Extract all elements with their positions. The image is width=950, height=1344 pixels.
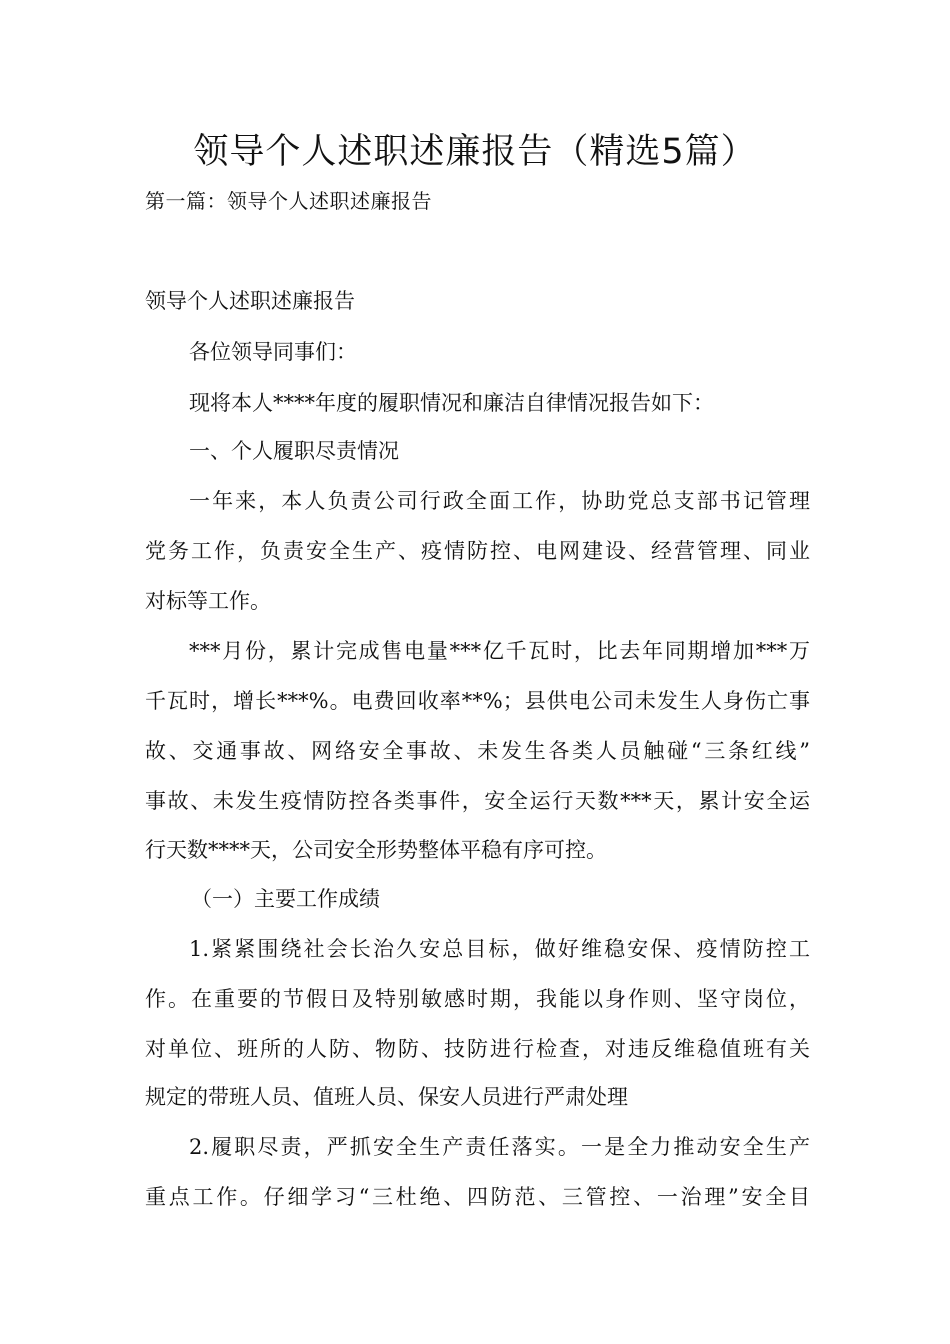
paragraph-line: 对单位、班所的人防、物防、技防进行检查，对违反维稳值班有关 xyxy=(145,1037,810,1061)
paragraph-line: 重点工作。仔细学习“三杜绝、四防范、三管控、一治理”安全目 xyxy=(145,1185,810,1209)
paragraph-line: 规定的带班人员、值班人员、保安人员进行严肃处理 xyxy=(145,1085,628,1109)
paragraph-line: 行天数****天，公司安全形势整体平稳有序可控。 xyxy=(145,838,607,862)
paragraph-line: 1.紧紧围绕社会长治久安总目标，做好维稳安保、疫情防控工 xyxy=(189,937,810,961)
paragraph-line: 对标等工作。 xyxy=(145,589,271,613)
paragraph-line: ***月份，累计完成售电量***亿千瓦时，比去年同期增加***万 xyxy=(189,639,810,663)
document-title: 领导个人述职述廉报告（精选5篇） xyxy=(193,132,757,172)
paragraph-line: 千瓦时，增长***%。电费回收率**%；县供电公司未发生人身伤亡事 xyxy=(145,689,810,713)
paragraph-line: 故、交通事故、网络安全事故、未发生各类人员触碰“三条红线” xyxy=(145,739,810,763)
paragraph-line: 事故、未发生疫情防控各类事件，安全运行天数***天，累计安全运 xyxy=(145,789,810,813)
paragraph-line: 2.履职尽责，严抓安全生产责任落实。一是全力推动安全生产 xyxy=(189,1135,810,1159)
paragraph-line: 一年来，本人负责公司行政全面工作，协助党总支部书记管理 xyxy=(189,489,810,513)
paragraph-line: 现将本人****年度的履职情况和廉洁自律情况报告如下： xyxy=(189,391,714,415)
paragraph-line: 作。在重要的节假日及特别敏感时期，我能以身作则、坚守岗位， xyxy=(145,987,810,1011)
salutation: 各位领导同事们： xyxy=(189,340,357,364)
subsection-heading: （一）主要工作成绩 xyxy=(191,887,380,911)
paragraph-line: 党务工作，负责安全生产、疫情防控、电网建设、经营管理、同业 xyxy=(145,539,810,563)
document-subtitle: 第一篇：领导个人述职述廉报告 xyxy=(145,189,432,213)
report-heading: 领导个人述职述廉报告 xyxy=(145,289,355,313)
section-heading: 一、个人履职尽责情况 xyxy=(189,439,399,463)
